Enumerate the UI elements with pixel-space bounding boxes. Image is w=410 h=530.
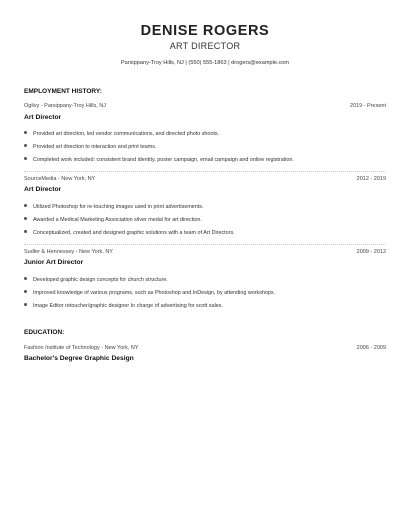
divider (24, 244, 386, 245)
job-bullet (24, 230, 235, 236)
candidate-name: DENISE ROGERS (140, 23, 270, 39)
job-bullet (24, 277, 168, 283)
bullet-icon (24, 230, 27, 233)
job-title: Art Director (24, 114, 62, 121)
bullet-icon (24, 277, 27, 280)
bullet-text: Developed graphic design concepts for church structure. (33, 277, 168, 283)
bullet-text: Completed work included: consistent brand identity, poster campaign, email campaign and online registration. (33, 157, 294, 163)
job-employer: SourceMedia - New York, NY (24, 176, 96, 182)
bullet-icon (24, 204, 27, 207)
job-bullet (24, 303, 223, 309)
job-employer: Sudler & Hennessey - New York, NY (24, 249, 113, 255)
contact-line: Parsippany-Troy Hills, NJ | (550) 555-1863 | drogers@example.com (120, 60, 290, 66)
bullet-text: Improved knowledge of various programs, such as Photoshop and InDesign, by attending workshops. (33, 290, 276, 296)
bullet-text: Conceptualized, created and designed graphic solutions with a team of Art Directors. (33, 230, 235, 236)
job-dates: 2009 - 2012 (356, 249, 386, 255)
employment-heading: EMPLOYMENT HISTORY: (24, 88, 102, 95)
job-dates: 2012 - 2019 (356, 176, 386, 182)
job-dates: 2019 - Present (349, 103, 386, 109)
job-bullet (24, 217, 202, 223)
job-bullet (24, 131, 219, 137)
school-name: Fashion Institute of Technology - New York, NY (24, 345, 139, 351)
bullet-icon (24, 157, 27, 160)
bullet-icon (24, 290, 27, 293)
bullet-text: Provided art direction, led vendor communications, and directed photo shoots. (33, 131, 220, 137)
education-dates: 2006 - 2009 (356, 345, 386, 351)
divider (24, 171, 386, 172)
job-title: Junior Art Director (24, 259, 84, 266)
job-bullet (24, 157, 294, 163)
job-bullet (24, 290, 275, 296)
bullet-text: Utilized Photoshop for re-touching images used in print advertisements. (33, 204, 204, 210)
job-bullet (24, 204, 204, 210)
bullet-icon (24, 217, 27, 220)
bullet-icon (24, 303, 27, 306)
education-heading: EDUCATION: (24, 329, 65, 336)
candidate-role: ART DIRECTOR (169, 41, 241, 51)
bullet-text: Image Editor retoucher/graphic designer In charge of advertising for scott sales. (33, 303, 223, 309)
bullet-icon (24, 131, 27, 134)
job-bullet (24, 144, 156, 150)
bullet-text: Provided art direction to interaction and print teams. (33, 144, 157, 150)
job-employer: Ogilvy - Parsippany-Troy Hills, NJ (24, 103, 107, 109)
degree-title: Bachelor's Degree Graphic Design (24, 355, 134, 362)
bullet-text: Awarded a Medical Marketing Association silver medal for art direction. (33, 217, 202, 223)
bullet-icon (24, 144, 27, 147)
job-title: Art Director (24, 186, 62, 193)
